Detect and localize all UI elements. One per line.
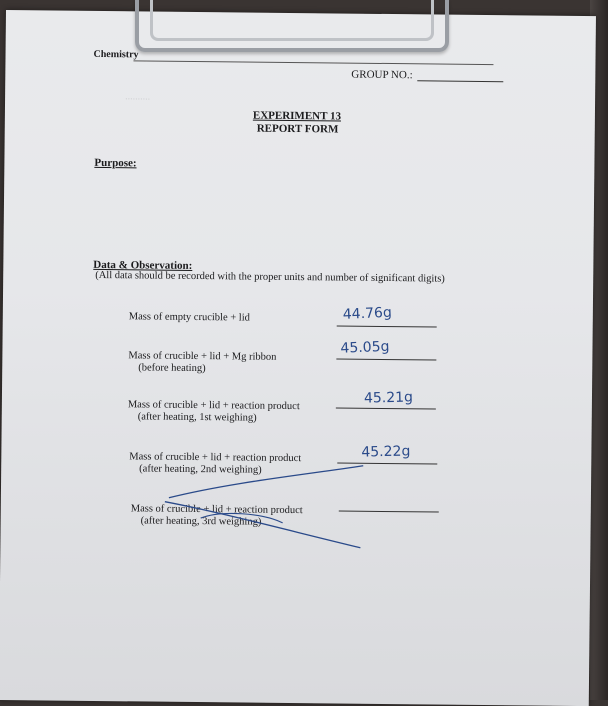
row-1-value: 44.76g bbox=[342, 304, 393, 323]
row-5-sublabel: (after heating, 3rd weighing) bbox=[140, 515, 262, 528]
row-3-value: 45.21g bbox=[363, 389, 414, 407]
experiment-title: EXPERIMENT 13 bbox=[252, 109, 342, 123]
group-number-label: GROUP NO.: bbox=[351, 68, 413, 82]
report-form-sheet bbox=[0, 10, 596, 706]
bleed-through-text: .......... bbox=[125, 91, 151, 103]
purpose-label: Purpose: bbox=[94, 156, 137, 170]
subject-label: Chemistry bbox=[93, 48, 139, 61]
row-3-label: Mass of crucible + lid + reaction product bbox=[127, 399, 300, 413]
data-observation-note: (All data should be recorded with the proper units and number of significant digits) bbox=[95, 269, 445, 285]
data-observation-heading: Data & Observation: bbox=[93, 258, 193, 272]
clipboard-clip bbox=[135, 0, 449, 52]
row-2-sublabel: (before heating) bbox=[138, 362, 206, 375]
row-3-sublabel: (after heating, 1st weighing) bbox=[137, 411, 257, 424]
report-form-title: REPORT FORM bbox=[256, 122, 339, 136]
strike-through-mark bbox=[0, 10, 596, 706]
row-4-label: Mass of crucible + lid + reaction product bbox=[129, 451, 302, 465]
row-2-value: 45.05g bbox=[340, 338, 390, 357]
row-5-label: Mass of crucible + lid + reaction product bbox=[130, 503, 303, 517]
row-1-label: Mass of empty crucible + lid bbox=[128, 311, 250, 324]
row-2-label: Mass of crucible + lid + Mg ribbon bbox=[128, 350, 277, 363]
row-4-sublabel: (after heating, 2nd weighing) bbox=[139, 463, 262, 476]
row-4-value: 45.22g bbox=[361, 443, 411, 461]
